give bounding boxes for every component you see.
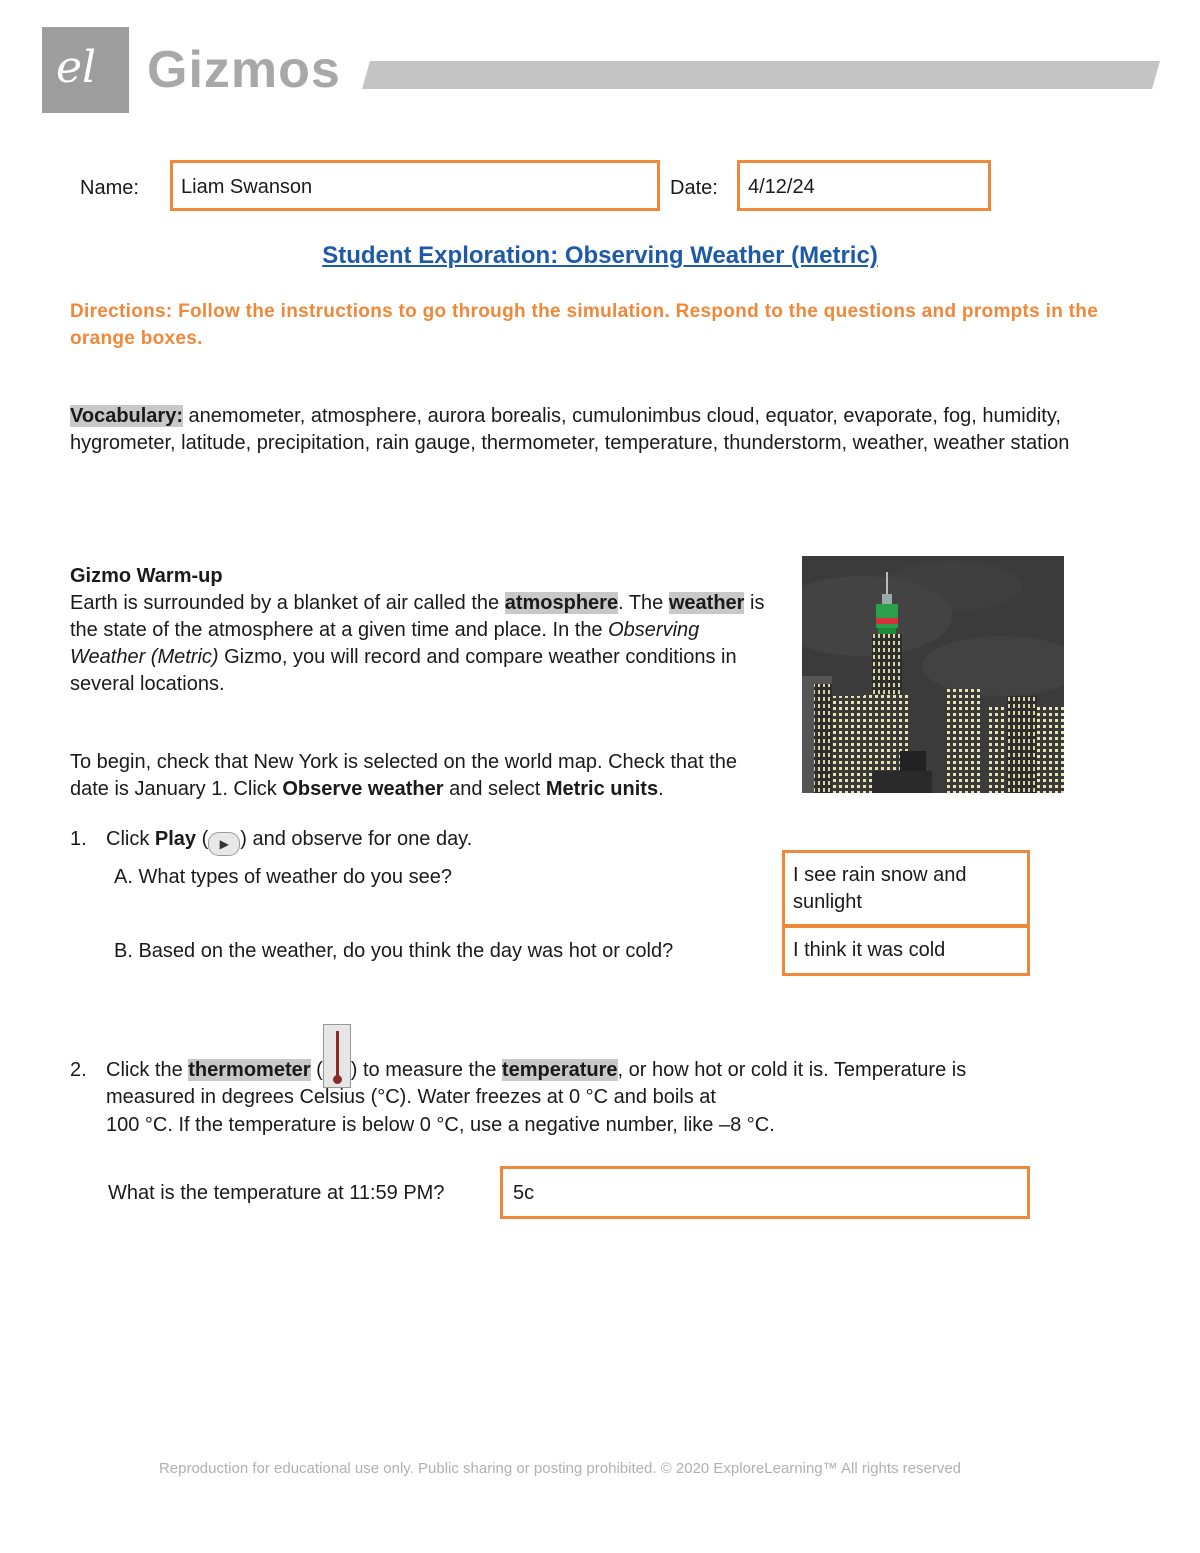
date-field[interactable]: [737, 160, 991, 211]
name-label: Name:: [80, 177, 139, 199]
q2-question: What is the temperature at 11:59 PM?: [108, 1182, 445, 1204]
warmup-text: To begin, check that New York is selected on the world map. Check that the date is January 1. Click: [70, 751, 738, 800]
q2-text: ) to measure the: [350, 1059, 502, 1081]
metric-units-text: Metric units: [545, 778, 659, 800]
q1-prompt: [106, 826, 746, 856]
q1-b-question: B. Based on the weather, do you think the day was hot or cold?: [114, 940, 674, 962]
play-label: Play: [154, 828, 197, 850]
header-bar: [362, 61, 1160, 89]
warmup-text: and select: [443, 778, 546, 800]
term-temperature: temperature: [501, 1059, 618, 1081]
name-value: Liam Swanson: [181, 176, 313, 198]
q1-a-question: A. What types of weather do you see?: [114, 866, 452, 888]
name-field[interactable]: [170, 160, 660, 211]
q2-text: Click the: [106, 1059, 189, 1081]
q2-number: 2.: [70, 1059, 87, 1081]
date-label: Date:: [670, 177, 718, 199]
q2-answer-box[interactable]: [500, 1166, 1030, 1219]
warmup-section: [70, 563, 780, 803]
q1-b-answer-box[interactable]: [782, 925, 1030, 976]
vocabulary: [70, 403, 1110, 457]
explorelearning-logo: [42, 27, 129, 113]
term-weather: weather: [668, 592, 745, 614]
footer-copyright: Reproduction for educational use only. Public sharing or posting prohibited. © 2020 ExploreLearning™ All rights reserved: [158, 1460, 962, 1477]
warmup-text: Earth is surrounded by a blanket of air called the: [70, 592, 505, 614]
term-thermometer: thermometer: [188, 1059, 311, 1081]
warmup-text: . The: [618, 592, 669, 614]
warmup-text: .: [658, 778, 664, 800]
warmup-heading: Gizmo Warm-up: [70, 565, 223, 587]
q1-b-answer: I think it was cold: [793, 939, 946, 961]
date-value: 4/12/24: [748, 176, 815, 198]
q2-line-2: measured in degrees Celsius (°C). Water freezes at 0 °C and boils at: [106, 1086, 716, 1108]
warmup-text: is the state of the atmosphere at a given time and place. In the: [70, 592, 765, 641]
q1-text: ) and observe for one day.: [240, 828, 473, 850]
play-icon: ▶: [208, 832, 240, 856]
observe-weather-text: Observe weather: [282, 778, 444, 800]
q1-a-answer: I see rain snow and sunlight: [793, 864, 967, 913]
warmup-text: Gizmo, you will record and compare weather conditions in several locations.: [70, 646, 737, 695]
gizmo-name: Observing Weather (Metric): [70, 619, 700, 668]
q2-line-3: 100 °C. If the temperature is below 0 °C, use a negative number, like –8 °C.: [106, 1114, 775, 1136]
warmup-paragraph-1: [70, 590, 780, 698]
vocabulary-label: Vocabulary:: [70, 405, 183, 427]
directions: Directions: Follow the instructions to go through the simulation. Respond to the questions and prompts in the orange boxes.: [70, 301, 1099, 349]
q1-text: Click: [106, 828, 155, 850]
new-york-skyline-image: [802, 556, 1064, 793]
vocabulary-terms: anemometer, atmosphere, aurora borealis, cumulonimbus cloud, equator, evaporate, fog, humidity, hygrometer, latitude, precipitation, rain gauge, thermometer, temperature, thunderstorm, weather, weather station: [70, 405, 1070, 454]
q2-text: , or how hot or cold it is. Temperature is: [617, 1059, 967, 1081]
q2-answer: 5c: [513, 1182, 535, 1204]
brand-name: Gizmos: [147, 41, 341, 99]
q1-number: 1.: [70, 828, 87, 850]
thermometer-icon: [323, 1058, 351, 1078]
q2-text: (: [310, 1059, 323, 1081]
warmup-paragraph-2: [70, 749, 780, 803]
logo-glyph: el: [56, 42, 97, 93]
q1-text: (: [196, 828, 209, 850]
term-atmosphere: atmosphere: [504, 592, 619, 614]
q2-line-1: [106, 1057, 1066, 1084]
q1-a-answer-box[interactable]: [782, 850, 1030, 927]
page-title: Student Exploration: Observing Weather (Metric): [322, 242, 878, 269]
